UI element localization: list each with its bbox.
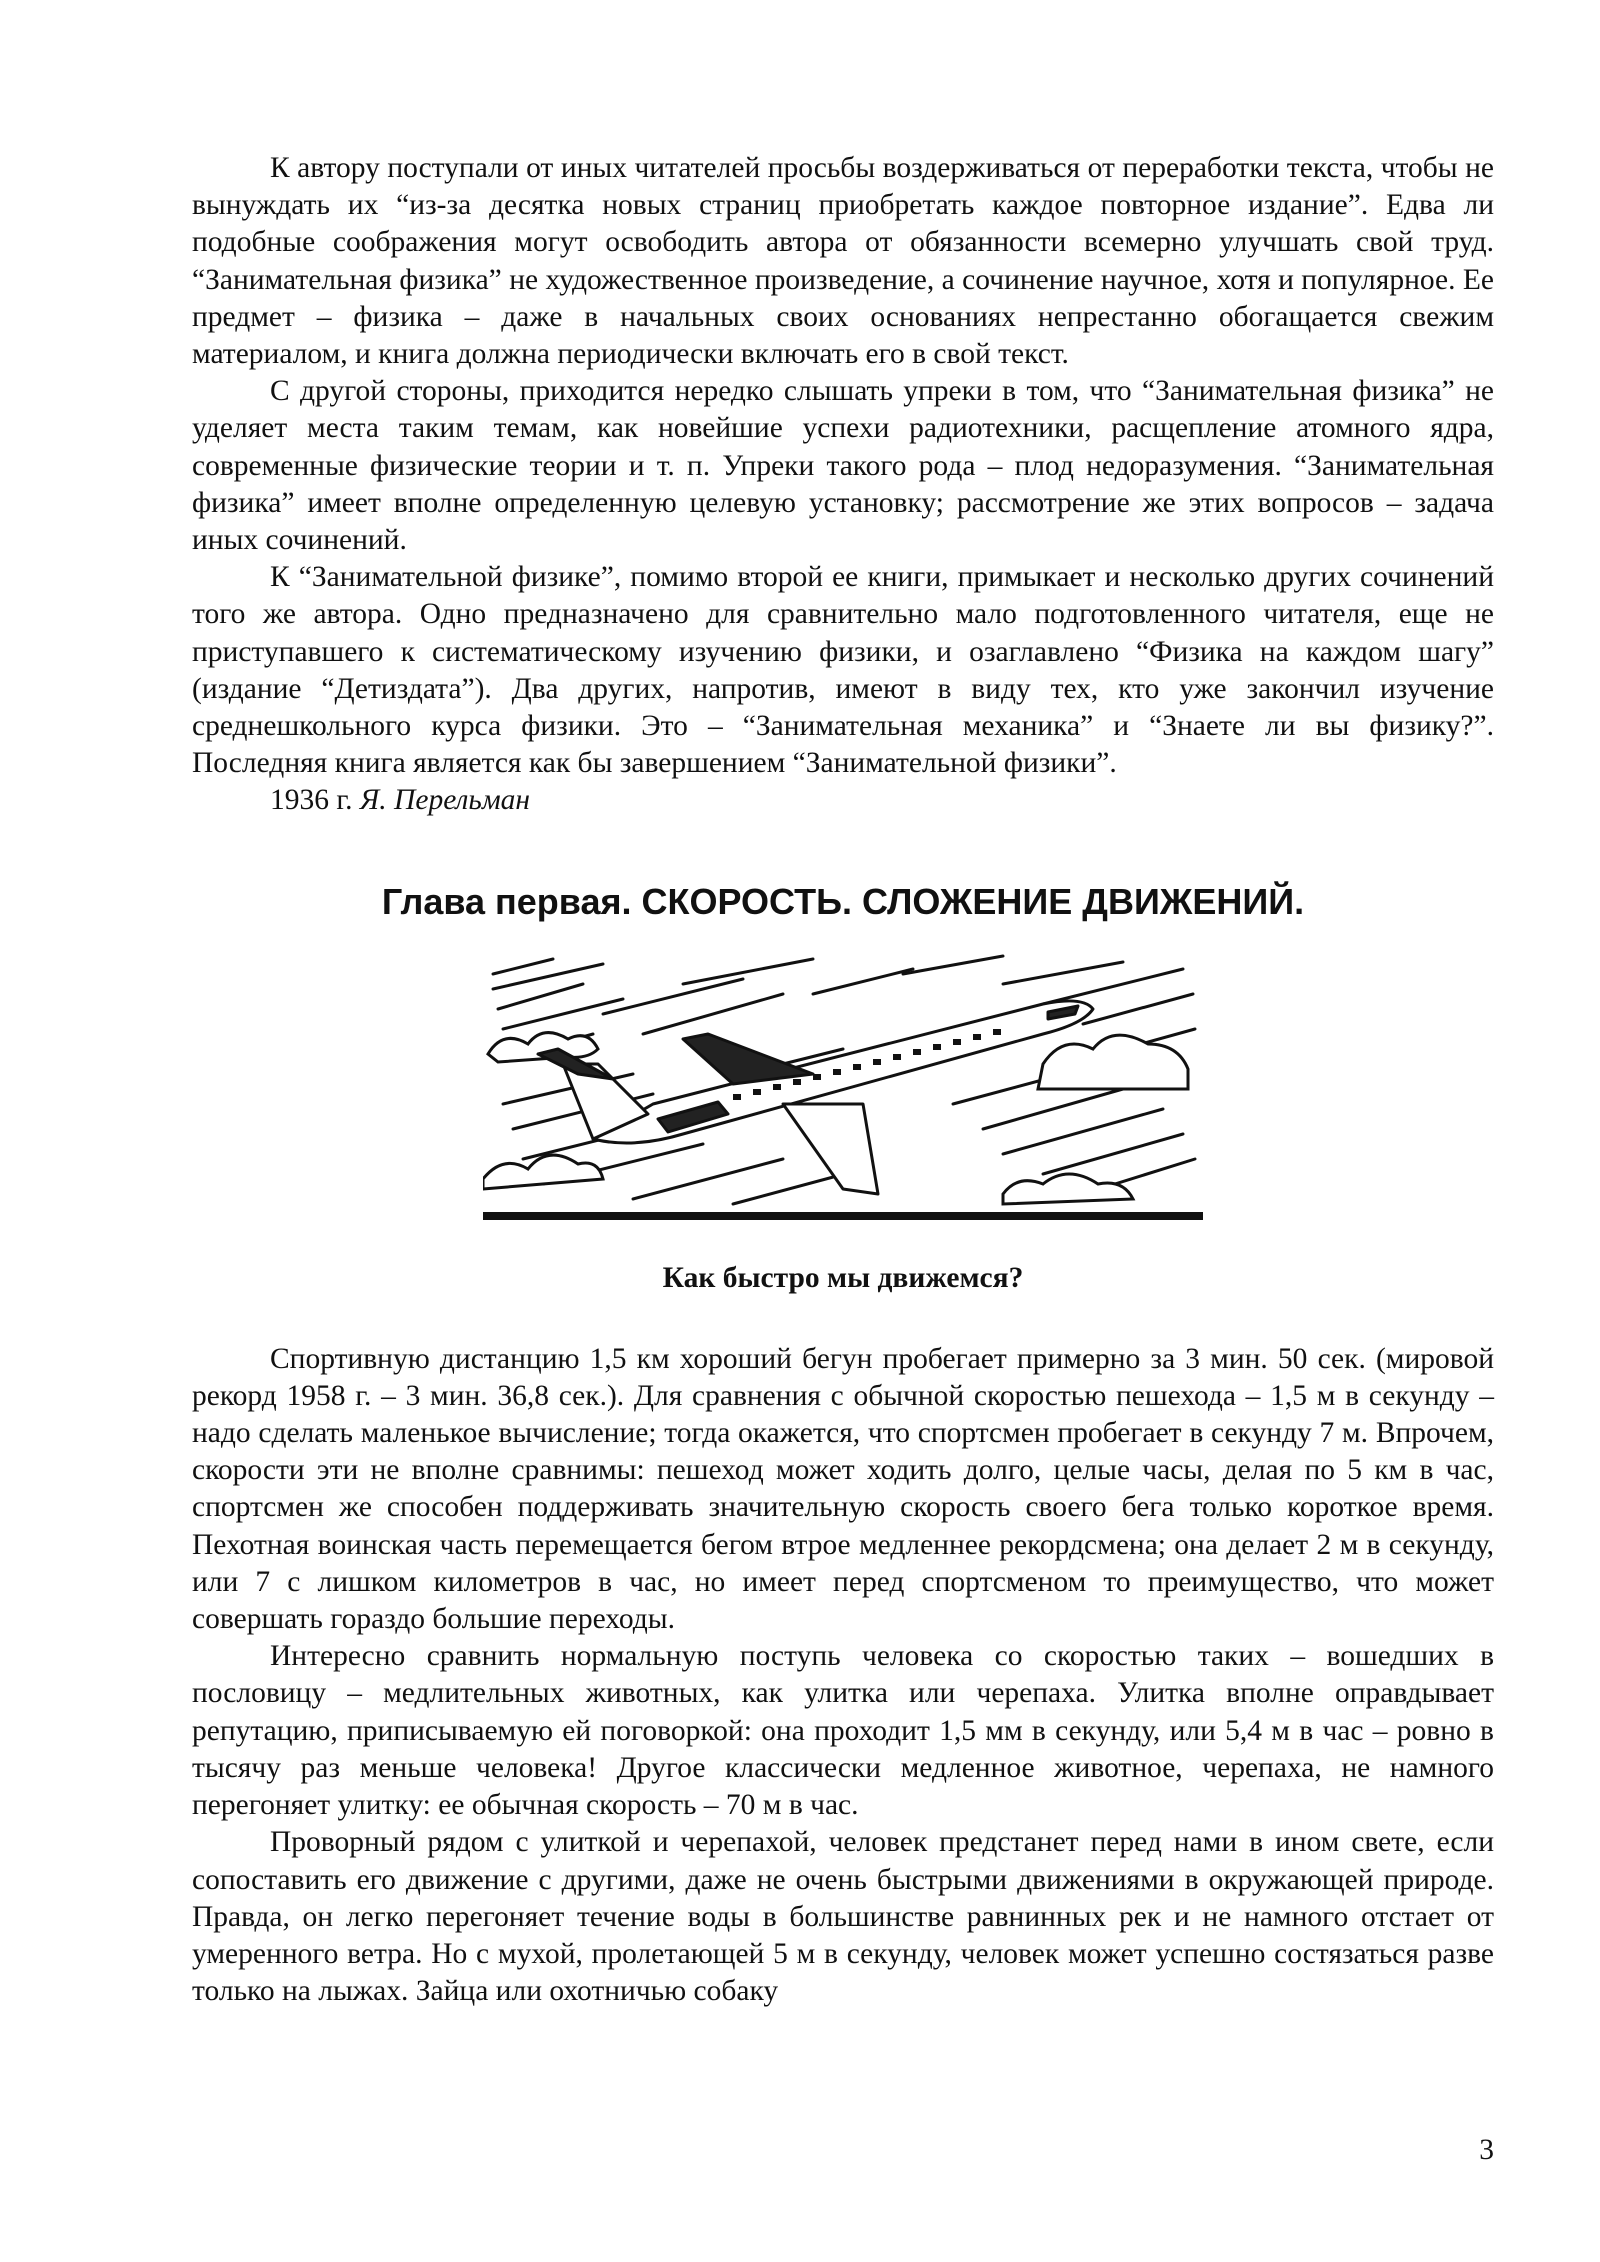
page-number: 3 [1479, 2134, 1494, 2166]
section-paragraph-3: Проворный рядом с улиткой и черепахой, человек предстанет перед нами в ином свете, если сопоставить его движение с другими, даже не очень быстрыми движениями в окружающей природе. Правда, он легко перегоняет течение воды в большинстве равнинных рек и не намного отстает от умеренного ветра. Но с мухой, пролетающей 5 м в секунду, человек может успешно состязаться разве только на лыжах. Зайца или охотничью собаку [192, 1826, 1494, 2008]
preface-paragraph-3: К “Занимательной физике”, помимо второй ее книги, примыкает и несколько других сочинений того же автора. Одно предназначено для сравнительно мало подготовленного читателя, еще не приступавшего к систематическому изучению физики, и озаглавлено “Физика на каждом шагу” (издание “Детиздата”). Два других, напротив, имеют в виду тех, кто уже закончил изучение среднешкольного курса физики. Это – “Занимательная механика” и “Знаете ли вы физику?”. Последняя книга является как бы завершением “Занимательной физики”. [192, 561, 1494, 780]
section-title: Как быстро мы движемся? [662, 1261, 1024, 1294]
signature-year: 1936 г. [270, 784, 353, 817]
airplane-illustration [483, 954, 1203, 1224]
preface-signature [192, 782, 1494, 819]
signature-author: Я. Перельман [359, 784, 531, 817]
section-paragraph-1: Спортивную дистанцию 1,5 км хороший бегун пробегает примерно за 3 мин. 50 сек. (мировой рекорд 1958 г. – 3 мин. 36,8 сек.). Для сравнения с обычной скоростью пешехода – 1,5 м в секунду – надо сделать маленькое вычисление; тогда окажется, что спортсмен пробегает в секунду 7 м. Впрочем, скорости эти не вполне сравнимы: пешеход может ходить долго, целые часы, делая по 5 км в час, спортсмен же способен поддерживать значительную скорость своего бега только короткое время. Пехотная воинская часть перемещается бегом втрое медленнее рекордсмена; она делает 2 м в секунду, или 7 с лишком километров в час, но имеет перед спортсменом то преимущество, что может совершать гораздо большие переходы. [192, 1342, 1494, 1636]
page-content [192, 150, 1494, 2010]
chapter-title: Глава первая. СКОРОСТЬ. СЛОЖЕНИЕ ДВИЖЕНИЙ. [381, 880, 1305, 922]
preface-paragraph-1: К автору поступали от иных читателей просьбы воздерживаться от переработки текста, чтобы не вынуждать их “из-за десятка новых страниц приобретать каждое повторное издание”. Едва ли подобные соображения могут освободить автора от обязанности всемерно улучшать свой труд. “Занимательная физика” не художественное произведение, а сочинение научное, хотя и популярное. Ее предмет – физика – даже в начальных своих основаниях непрестанно обогащается свежим материалом, и книга должна периодически включать его в свой текст. [192, 152, 1494, 371]
section-paragraph-2: Интересно сравнить нормальную поступь человека со скоростью таких – вошедших в пословицу – медлительных животных, как улитка или черепаха. Улитка вполне оправдывает репутацию, приписываемую ей поговоркой: она проходит 1,5 мм в секунду, или 5,4 м в час – ровно в тысячу раз меньше человека! Другое классически медленное животное, черепаха, не намного перегоняет улитку: ее обычная скорость – 70 м в час. [192, 1640, 1494, 1822]
preface-paragraph-2: С другой стороны, приходится нередко слышать упреки в том, что “Занимательная физика” не уделяет места таким темам, как новейшие успехи радиотехники, расщепление атомного ядра, современные физические теории и т. п. Упреки такого рода – плод недоразумения. “Занимательная физика” имеет вполне определенную целевую установку; рассмотрение же этих вопросов – задача иных сочинений. [192, 375, 1494, 557]
